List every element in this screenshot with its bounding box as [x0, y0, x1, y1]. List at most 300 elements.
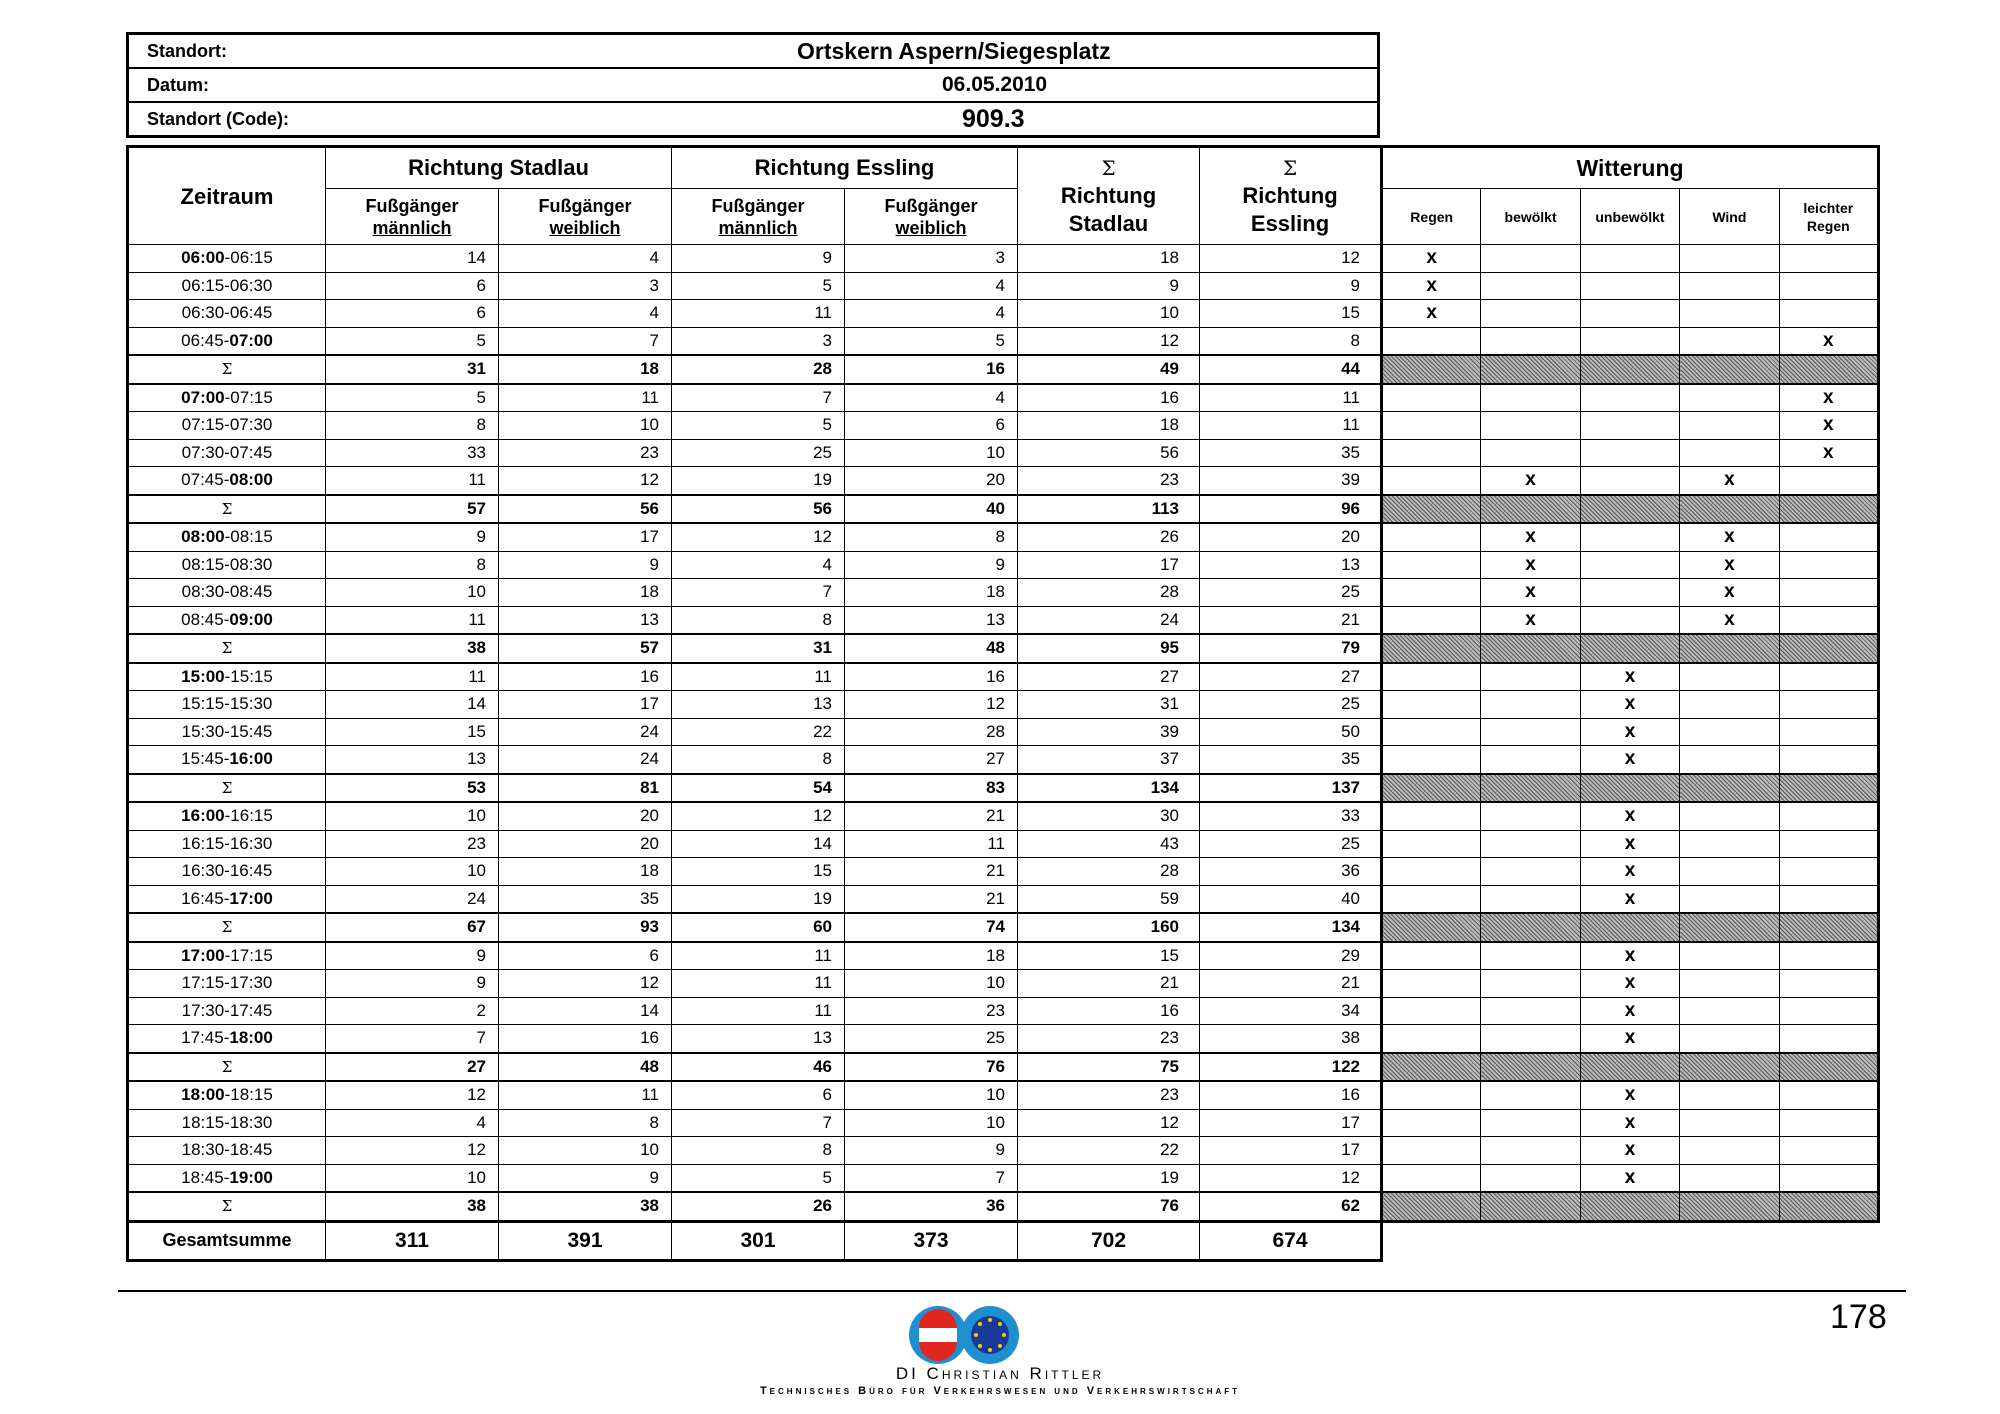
weather-row	[1382, 1081, 1879, 1109]
value-cell: 13	[1200, 551, 1382, 579]
weather-mark: x	[1680, 606, 1779, 634]
weather-cell	[1382, 523, 1481, 551]
value-cell: 11	[672, 997, 845, 1025]
value-cell: 30	[1018, 802, 1200, 830]
sum-row	[128, 495, 1382, 524]
value-cell: 134	[1018, 774, 1200, 803]
value-cell: 23	[499, 439, 672, 467]
value-cell: 16	[499, 663, 672, 691]
value-cell: 22	[1018, 1137, 1200, 1165]
weather-cell	[1680, 1053, 1779, 1082]
weather-cell	[1481, 439, 1580, 467]
sum-label: Σ	[128, 774, 326, 803]
value-cell: 19	[672, 467, 845, 495]
value-cell: 79	[1200, 634, 1382, 663]
value-cell: 8	[499, 1109, 672, 1137]
value-cell: 26	[1018, 523, 1200, 551]
sum-row	[128, 913, 1382, 942]
value-cell: 16	[499, 1025, 672, 1053]
weather-cell	[1779, 746, 1878, 774]
sum-row	[128, 634, 1382, 663]
weather-mark: x	[1580, 1109, 1679, 1137]
weather-cell	[1382, 942, 1481, 970]
sum-row	[128, 774, 1382, 803]
value-cell: 4	[499, 300, 672, 328]
weather-cell	[1382, 1137, 1481, 1165]
value-cell: 28	[672, 355, 845, 384]
table-row	[128, 272, 1382, 300]
weather-cell	[1680, 439, 1779, 467]
value-cell: 12	[672, 523, 845, 551]
weather-row	[1382, 300, 1879, 328]
value-cell: 17	[1200, 1137, 1382, 1165]
value-cell: 81	[499, 774, 672, 803]
value-cell: 27	[1200, 663, 1382, 691]
weather-row	[1382, 663, 1879, 691]
value-cell: 8	[326, 412, 499, 440]
value-cell: 36	[845, 1192, 1018, 1221]
weather-cell	[1382, 1025, 1481, 1053]
value-cell: 34	[1200, 997, 1382, 1025]
weather-cell	[1382, 802, 1481, 830]
value-cell: 16	[1200, 1081, 1382, 1109]
weather-cell	[1580, 412, 1679, 440]
weather-cell	[1382, 663, 1481, 691]
weather-cell	[1382, 439, 1481, 467]
value-cell: 8	[1200, 327, 1382, 355]
value-cell: 4	[672, 551, 845, 579]
weather-cell	[1580, 272, 1679, 300]
table-row	[128, 970, 1382, 998]
weather-row	[1382, 1164, 1879, 1192]
weather-mark: x	[1680, 579, 1779, 607]
time-cell: 16:30-16:45	[128, 858, 326, 886]
sum-label: Σ	[128, 634, 326, 663]
value-cell: 9	[672, 245, 845, 273]
weather-cell	[1779, 830, 1878, 858]
value-cell: 7	[499, 327, 672, 355]
weather-cell	[1779, 1109, 1878, 1137]
weather-row	[1382, 523, 1879, 551]
weather-row	[1382, 439, 1879, 467]
value-cell: 11	[499, 1081, 672, 1109]
value-cell: 12	[326, 1081, 499, 1109]
table-row	[128, 718, 1382, 746]
value-cell: 27	[1018, 663, 1200, 691]
table-row	[128, 327, 1382, 355]
weather-mark: x	[1580, 718, 1679, 746]
weather-mark: x	[1779, 384, 1878, 412]
weather-cell	[1580, 439, 1679, 467]
counts-table	[126, 145, 1383, 1262]
value-cell: 15	[1018, 942, 1200, 970]
value-cell: 6	[672, 1081, 845, 1109]
value-cell: 39	[1200, 467, 1382, 495]
value-cell: 21	[1018, 970, 1200, 998]
weather-cell	[1481, 691, 1580, 719]
total-value: 373	[845, 1221, 1018, 1260]
value-cell: 14	[326, 245, 499, 273]
time-cell: 08:00-08:15	[128, 523, 326, 551]
weather-cell	[1779, 774, 1878, 803]
value-cell: 31	[672, 634, 845, 663]
weather-cell	[1779, 1025, 1878, 1053]
weather-row	[1382, 830, 1879, 858]
value-cell: 25	[1200, 830, 1382, 858]
value-cell: 9	[326, 942, 499, 970]
value-cell: 23	[1018, 1025, 1200, 1053]
weather-col-bewoelkt: bewölkt	[1481, 189, 1580, 245]
table-row	[128, 691, 1382, 719]
weather-cell	[1580, 551, 1679, 579]
value-cell: 15	[326, 718, 499, 746]
weather-cell	[1779, 523, 1878, 551]
weather-separator-row	[1382, 355, 1879, 384]
weather-cell	[1481, 412, 1580, 440]
weather-separator-row	[1382, 774, 1879, 803]
weather-cell	[1680, 802, 1779, 830]
table-row	[128, 942, 1382, 970]
value-cell: 10	[326, 579, 499, 607]
table-row	[128, 579, 1382, 607]
table-row	[128, 1081, 1382, 1109]
page-number: 178	[1830, 1298, 1887, 1336]
table-row	[128, 802, 1382, 830]
time-cell: 16:15-16:30	[128, 830, 326, 858]
weather-cell	[1382, 495, 1481, 524]
value-cell: 21	[1200, 970, 1382, 998]
weather-cell	[1382, 997, 1481, 1025]
value-cell: 2	[326, 997, 499, 1025]
datum-label: Datum:	[128, 68, 588, 102]
weather-row	[1382, 1109, 1879, 1137]
value-cell: 4	[845, 384, 1018, 412]
value-cell: 7	[672, 384, 845, 412]
weather-cell	[1481, 1081, 1580, 1109]
table-row	[128, 1109, 1382, 1137]
weather-cell	[1779, 634, 1878, 663]
value-cell: 11	[1200, 384, 1382, 412]
table-row	[128, 551, 1382, 579]
value-cell: 38	[326, 1192, 499, 1221]
value-cell: 25	[1200, 579, 1382, 607]
value-cell: 33	[326, 439, 499, 467]
weather-cell	[1382, 327, 1481, 355]
value-cell: 23	[326, 830, 499, 858]
weather-cell	[1481, 300, 1580, 328]
weather-mark: x	[1580, 830, 1679, 858]
weather-cell	[1779, 997, 1878, 1025]
weather-row	[1382, 1137, 1879, 1165]
weather-cell	[1680, 691, 1779, 719]
sum-label: Σ	[128, 1192, 326, 1221]
time-cell: 17:00-17:15	[128, 942, 326, 970]
value-cell: 12	[499, 970, 672, 998]
value-cell: 96	[1200, 495, 1382, 524]
time-cell: 06:00-06:15	[128, 245, 326, 273]
value-cell: 14	[499, 997, 672, 1025]
weather-cell	[1779, 885, 1878, 913]
weather-separator-row	[1382, 1192, 1879, 1221]
time-cell: 06:15-06:30	[128, 272, 326, 300]
weather-mark: x	[1580, 997, 1679, 1025]
company-subtitle: Technisches Büro für Verkehrswesen und Verkehrswirtschaft	[759, 1385, 1241, 1397]
table-row	[128, 439, 1382, 467]
value-cell: 13	[326, 746, 499, 774]
standort-value: Ortskern Aspern/Siegesplatz	[587, 34, 1379, 69]
value-cell: 122	[1200, 1053, 1382, 1082]
weather-cell	[1481, 384, 1580, 412]
weather-row	[1382, 802, 1879, 830]
weather-cell	[1481, 495, 1580, 524]
value-cell: 39	[1018, 718, 1200, 746]
time-cell: 18:00-18:15	[128, 1081, 326, 1109]
weather-cell	[1580, 355, 1679, 384]
weather-col-regen: Regen	[1382, 189, 1481, 245]
weather-mark: x	[1580, 746, 1679, 774]
weather-cell	[1779, 551, 1878, 579]
weather-cell	[1382, 913, 1481, 942]
value-cell: 11	[672, 300, 845, 328]
weather-cell	[1680, 1081, 1779, 1109]
value-cell: 21	[845, 858, 1018, 886]
weather-cell	[1481, 355, 1580, 384]
weather-col-leichter-regen: leichter Regen	[1779, 189, 1878, 245]
value-cell: 6	[499, 942, 672, 970]
time-cell: 06:30-06:45	[128, 300, 326, 328]
value-cell: 11	[672, 942, 845, 970]
weather-cell	[1382, 774, 1481, 803]
weather-mark: x	[1580, 1025, 1679, 1053]
weather-mark: x	[1481, 551, 1580, 579]
weather-cell	[1481, 1109, 1580, 1137]
value-cell: 26	[672, 1192, 845, 1221]
value-cell: 8	[672, 1137, 845, 1165]
time-cell: 08:45-09:00	[128, 606, 326, 634]
value-cell: 18	[1018, 412, 1200, 440]
weather-cell	[1779, 1192, 1878, 1221]
total-label: Gesamtsumme	[128, 1221, 326, 1260]
value-cell: 11	[672, 970, 845, 998]
value-cell: 10	[845, 439, 1018, 467]
value-cell: 40	[1200, 885, 1382, 913]
value-cell: 93	[499, 913, 672, 942]
value-cell: 3	[845, 245, 1018, 273]
value-cell: 12	[672, 802, 845, 830]
weather-cell	[1779, 970, 1878, 998]
value-cell: 19	[1018, 1164, 1200, 1192]
value-cell: 17	[499, 691, 672, 719]
time-cell: 15:15-15:30	[128, 691, 326, 719]
weather-cell	[1680, 1025, 1779, 1053]
weather-cell	[1779, 1164, 1878, 1192]
weather-cell	[1779, 718, 1878, 746]
stadlau-group-header: Richtung Stadlau	[326, 147, 672, 189]
time-cell: 16:00-16:15	[128, 802, 326, 830]
value-cell: 134	[1200, 913, 1382, 942]
weather-mark: x	[1481, 606, 1580, 634]
weather-cell	[1580, 606, 1679, 634]
weather-row	[1382, 412, 1879, 440]
time-cell: 17:30-17:45	[128, 997, 326, 1025]
weather-cell	[1481, 245, 1580, 273]
total-value: 301	[672, 1221, 845, 1260]
value-cell: 12	[326, 1137, 499, 1165]
value-cell: 56	[1018, 439, 1200, 467]
table-row	[128, 1137, 1382, 1165]
value-cell: 21	[845, 885, 1018, 913]
value-cell: 18	[499, 858, 672, 886]
weather-cell	[1680, 495, 1779, 524]
weather-mark: x	[1580, 942, 1679, 970]
value-cell: 11	[326, 606, 499, 634]
weather-cell	[1680, 272, 1779, 300]
weather-cell	[1382, 634, 1481, 663]
weather-row	[1382, 384, 1879, 412]
value-cell: 11	[845, 830, 1018, 858]
sum-stadlau-header: Σ Richtung Stadlau	[1018, 147, 1200, 245]
value-cell: 5	[845, 327, 1018, 355]
weather-mark: x	[1580, 663, 1679, 691]
value-cell: 5	[326, 327, 499, 355]
weather-cell	[1481, 272, 1580, 300]
weather-mark: x	[1580, 885, 1679, 913]
info-table	[126, 32, 1380, 138]
value-cell: 75	[1018, 1053, 1200, 1082]
value-cell: 15	[1200, 300, 1382, 328]
weather-cell	[1680, 970, 1779, 998]
weather-cell	[1481, 802, 1580, 830]
weather-mark: x	[1580, 1137, 1679, 1165]
weather-cell	[1382, 746, 1481, 774]
value-cell: 35	[1200, 439, 1382, 467]
value-cell: 10	[326, 802, 499, 830]
weather-row	[1382, 606, 1879, 634]
weather-cell	[1580, 1053, 1679, 1082]
value-cell: 62	[1200, 1192, 1382, 1221]
company-logo	[900, 1304, 1030, 1366]
value-cell: 31	[326, 355, 499, 384]
value-cell: 8	[672, 606, 845, 634]
weather-cell	[1779, 300, 1878, 328]
weather-mark: x	[1580, 691, 1679, 719]
time-cell: 18:45-19:00	[128, 1164, 326, 1192]
value-cell: 33	[1200, 802, 1382, 830]
value-cell: 44	[1200, 355, 1382, 384]
weather-cell	[1779, 355, 1878, 384]
weather-mark: x	[1481, 467, 1580, 495]
value-cell: 12	[1018, 327, 1200, 355]
value-cell: 4	[499, 245, 672, 273]
weather-cell	[1680, 1109, 1779, 1137]
value-cell: 57	[326, 495, 499, 524]
weather-cell	[1580, 327, 1679, 355]
weather-row	[1382, 579, 1879, 607]
datum-value: 06.05.2010	[587, 68, 1379, 102]
weather-cell	[1382, 858, 1481, 886]
weather-mark: x	[1680, 523, 1779, 551]
value-cell: 16	[1018, 384, 1200, 412]
weather-mark: x	[1580, 858, 1679, 886]
time-cell: 15:45-16:00	[128, 746, 326, 774]
weather-cell	[1779, 663, 1878, 691]
weather-cell	[1481, 830, 1580, 858]
weather-cell	[1580, 1192, 1679, 1221]
value-cell: 28	[845, 718, 1018, 746]
weather-cell	[1382, 551, 1481, 579]
value-cell: 19	[672, 885, 845, 913]
weather-cell	[1680, 997, 1779, 1025]
weather-cell	[1779, 606, 1878, 634]
value-cell: 13	[672, 691, 845, 719]
time-cell: 15:00-15:15	[128, 663, 326, 691]
value-cell: 10	[499, 1137, 672, 1165]
value-cell: 13	[845, 606, 1018, 634]
weather-cell	[1580, 913, 1679, 942]
value-cell: 48	[845, 634, 1018, 663]
weather-cell	[1680, 1164, 1779, 1192]
value-cell: 10	[1018, 300, 1200, 328]
value-cell: 9	[326, 523, 499, 551]
value-cell: 59	[1018, 885, 1200, 913]
weather-cell	[1481, 1025, 1580, 1053]
weather-cell	[1382, 1053, 1481, 1082]
value-cell: 25	[1200, 691, 1382, 719]
value-cell: 6	[326, 272, 499, 300]
weather-cell	[1382, 606, 1481, 634]
value-cell: 3	[672, 327, 845, 355]
value-cell: 17	[1200, 1109, 1382, 1137]
table-row	[128, 1025, 1382, 1053]
time-cell: 07:15-07:30	[128, 412, 326, 440]
code-value: 909.3	[587, 102, 1379, 137]
weather-cell	[1680, 746, 1779, 774]
table-row	[128, 384, 1382, 412]
weather-row	[1382, 746, 1879, 774]
value-cell: 17	[1018, 551, 1200, 579]
value-cell: 6	[845, 412, 1018, 440]
value-cell: 60	[672, 913, 845, 942]
weather-cell	[1382, 412, 1481, 440]
value-cell: 10	[499, 412, 672, 440]
value-cell: 9	[1018, 272, 1200, 300]
weather-title: Witterung	[1382, 147, 1879, 189]
sigma-symbol: Σ	[1282, 156, 1298, 180]
value-cell: 50	[1200, 718, 1382, 746]
weather-cell	[1481, 1164, 1580, 1192]
value-cell: 20	[499, 802, 672, 830]
weather-cell	[1779, 691, 1878, 719]
time-cell: 07:30-07:45	[128, 439, 326, 467]
weather-row	[1382, 467, 1879, 495]
time-cell: 18:30-18:45	[128, 1137, 326, 1165]
sum-essling-header: Σ Richtung Essling	[1200, 147, 1382, 245]
total-value: 311	[326, 1221, 499, 1260]
value-cell: 38	[1200, 1025, 1382, 1053]
time-cell: 15:30-15:45	[128, 718, 326, 746]
value-cell: 67	[326, 913, 499, 942]
value-cell: 11	[1200, 412, 1382, 440]
value-cell: 13	[672, 1025, 845, 1053]
weather-col-unbewoelkt: unbewölkt	[1580, 189, 1679, 245]
time-cell: 07:00-07:15	[128, 384, 326, 412]
value-cell: 18	[499, 579, 672, 607]
time-cell: 08:30-08:45	[128, 579, 326, 607]
sum-row	[128, 355, 1382, 384]
value-cell: 56	[499, 495, 672, 524]
value-cell: 14	[326, 691, 499, 719]
weather-row	[1382, 858, 1879, 886]
